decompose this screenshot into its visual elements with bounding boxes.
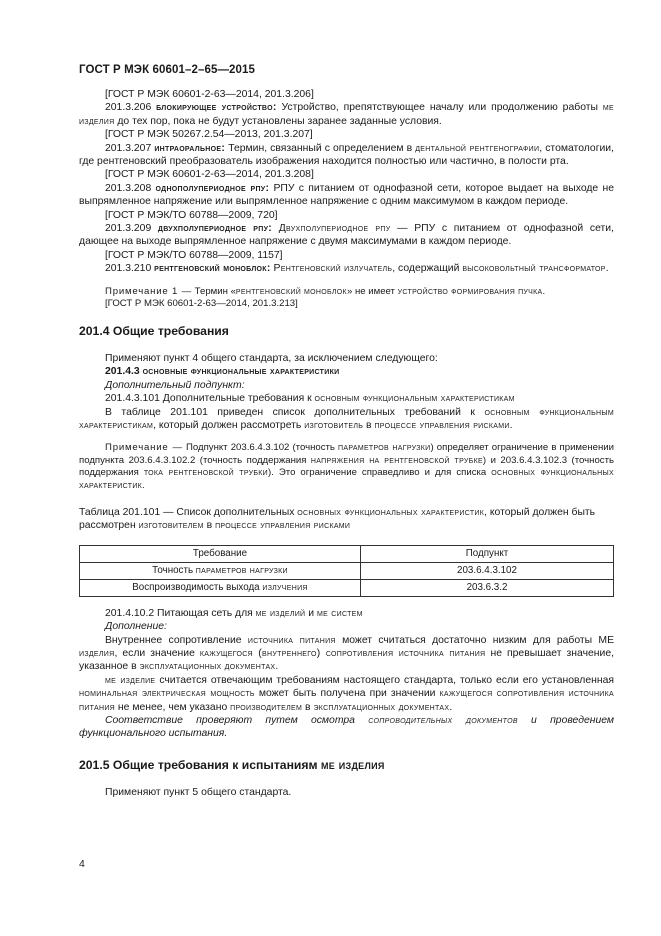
note: Примечание 1 — Термин «рентгеновский моноблок» не имеет устройство формирования пучка. bbox=[105, 285, 546, 297]
table-cell: Точность параметров нагрузки bbox=[80, 562, 361, 579]
note-ref: [ГОСТ Р МЭК 60601-2-63—2014, 201.3.213] bbox=[105, 298, 298, 310]
definition: 201.3.209 двухполупериодное рпу: Двухполупериодное рпу — РПУ с питанием от однофазной сети, дающее на выходе выпрямленное напряжение с двумя максимумами в каждом периоде. bbox=[79, 223, 614, 248]
table-caption: Таблица 201.101 — Список дополнительных основных функциональных характеристик, который должен быть рассмотрен изготовителем в процессе управления рисками bbox=[79, 506, 596, 532]
paragraph: Применяют пункт 4 общего стандарта, за исключением следующего: bbox=[105, 352, 438, 364]
paragraph: В таблице 201.101 приведен список дополнительных требований к основным функциональным характеристикам, который должен рассмотреть изготовитель в процессе управления рисками. bbox=[79, 406, 614, 431]
def-ref: [ГОСТ Р МЭК/ТО 60788—2009, 720] bbox=[105, 209, 278, 221]
document-body bbox=[79, 88, 614, 800]
paragraph: 201.4.3.101 Дополнительные требования к основным функциональным характеристикам bbox=[105, 393, 515, 405]
table-header: Подпункт bbox=[361, 545, 614, 562]
paragraph: 201.4.10.2 Питающая сеть для ме изделий и ме систем bbox=[105, 607, 363, 619]
def-ref: [ГОСТ Р МЭК/ТО 60788—2009, 1157] bbox=[105, 249, 283, 261]
document-header: ГОСТ Р МЭК 60601–2–65—2015 bbox=[79, 64, 256, 76]
paragraph: ме изделие считается отвечающим требованиям настоящего стандарта, только если его установленная номинальная электрическая мощность может быть получена при значении кажущегося сопротивления источника питания не менее, чем указано производителем в эксплуатационных документах. bbox=[79, 674, 614, 713]
definition: 201.3.208 однополупериодное рпу: РПУ с питанием от однофазной сети, которое выдает на выходе не выпрямленное напряжение или выпрямленное напряжение с одним максимумом в каждом периоде. bbox=[79, 182, 615, 208]
paragraph: Дополнение: bbox=[105, 621, 167, 633]
paragraph: Дополнительный подпункт: bbox=[105, 379, 245, 391]
section-heading: 201.5 Общие требования к испытаниям ме изделия bbox=[79, 757, 385, 772]
compliance-paragraph: Соответствие проверяют путем осмотра сопроводительных документов и проведением функционального испытания. bbox=[79, 715, 615, 740]
table-cell: Воспроизводимость выхода излучения bbox=[80, 579, 361, 596]
paragraph: Внутреннее сопротивление источника питания может считаться достаточно низким для работы МЕ изделия, если значение кажущегося (внутреннего) сопротивления источника питания не превышает значение, указанное в эксплуатационных документах. bbox=[79, 634, 615, 673]
table-header-row bbox=[80, 545, 614, 562]
definition: 201.3.210 рентгеновский моноблок: Рентгеновский излучатель, содержащий высоковольтный трансформатор. bbox=[105, 263, 609, 275]
table-cell: 203.6.4.3.102 bbox=[361, 562, 614, 579]
def-ref: [ГОСТ Р МЭК 50267.2.54—2013, 201.3.207] bbox=[105, 129, 313, 141]
table-header: Требование bbox=[80, 545, 361, 562]
requirements-table bbox=[79, 545, 614, 597]
paragraph: Применяют пункт 5 общего стандарта. bbox=[105, 787, 292, 799]
page-number: 4 bbox=[79, 859, 85, 870]
table-cell: 203.6.3.2 bbox=[361, 579, 614, 596]
definition: 201.3.207 интраоральное: Термин, связанный с определением в дентальной рентгенографии, стоматологии, где рентгеновский преобразователь изображения находится полностью или частично, в полости рта. bbox=[79, 142, 614, 168]
note: Примечание — Подпункт 203.6.4.3.102 (точность параметров нагрузки) определяет ограничение в применении подпункта 203.6.4.3.102.2 (точность поддержания напряжения на рентгеновской трубке) и 203.6.4.3.102.3 (точность поддержания тока рентгеновской трубки). Это ограничение справедливо и для списка основных функциональных характеристик. bbox=[79, 442, 615, 491]
section-heading: 201.4 Общие требования bbox=[79, 323, 229, 338]
def-ref: [ГОСТ Р МЭК 60601-2-63—2014, 201.3.206] bbox=[105, 89, 314, 100]
subclause-heading: 201.4.3 основные функциональные характеристики bbox=[105, 366, 340, 378]
def-ref: [ГОСТ Р МЭК 60601-2-63—2014, 201.3.208] bbox=[105, 169, 314, 181]
table-row bbox=[80, 562, 614, 579]
definition: 201.3.206 блокирующее устройство: Устройство, препятствующее началу или продолжению работы ме изделия до тех пор, пока не будут установлены заранее заданные условия. bbox=[79, 102, 614, 127]
table-row bbox=[80, 579, 614, 596]
